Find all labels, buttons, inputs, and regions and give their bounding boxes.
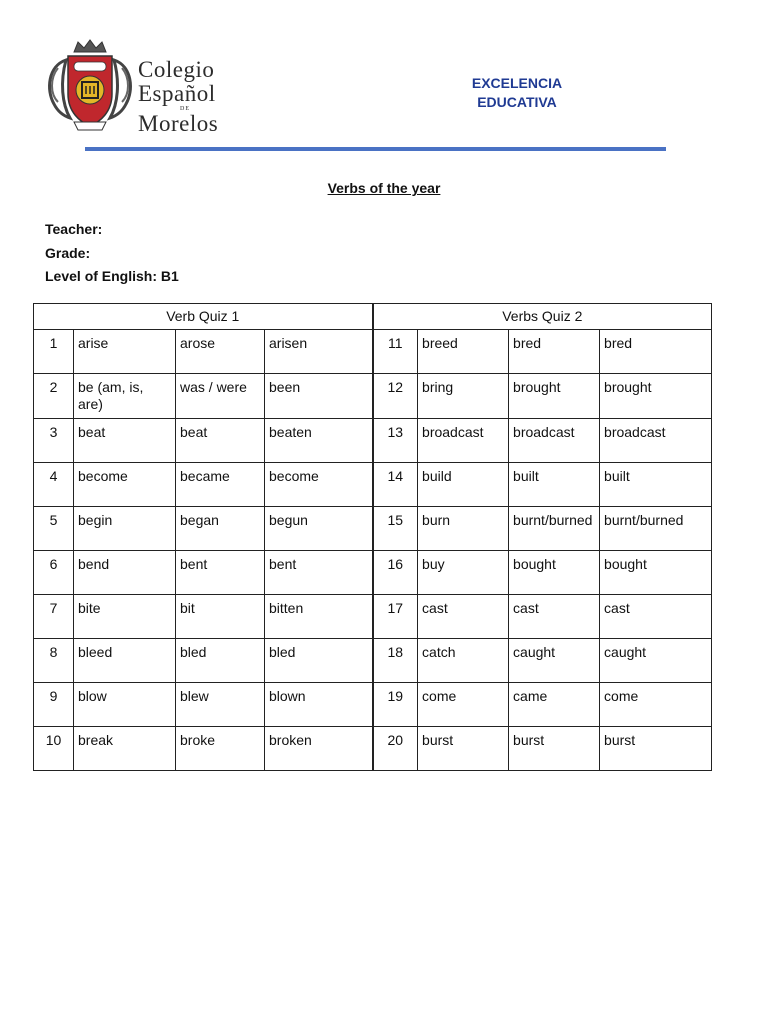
past-simple-cell: built xyxy=(509,463,600,507)
row-number-cell: 11 xyxy=(373,330,418,374)
past-participle-cell: become xyxy=(265,463,373,507)
table-row xyxy=(34,639,712,683)
base-verb-cell: burn xyxy=(418,507,509,551)
past-simple-cell: came xyxy=(509,683,600,727)
base-verb-cell: be (am, is, are) xyxy=(74,374,176,419)
row-number-cell: 13 xyxy=(373,419,418,463)
table-row xyxy=(34,507,712,551)
table-row xyxy=(34,463,712,507)
past-participle-cell: cast xyxy=(600,595,712,639)
past-participle-cell: bent xyxy=(265,551,373,595)
past-simple-cell: broke xyxy=(176,727,265,771)
base-verb-cell: buy xyxy=(418,551,509,595)
logo-word-colegio: Colegio xyxy=(138,57,215,82)
logo-word-morelos: Morelos xyxy=(138,111,219,136)
quiz-2-header: Verbs Quiz 2 xyxy=(373,304,712,330)
grade-label: Grade: xyxy=(45,244,91,261)
past-participle-cell: come xyxy=(600,683,712,727)
row-number-cell: 6 xyxy=(34,551,74,595)
row-number-cell: 5 xyxy=(34,507,74,551)
verbs-table xyxy=(33,303,712,771)
base-verb-cell: bend xyxy=(74,551,176,595)
info-block xyxy=(45,220,179,291)
table-row xyxy=(34,419,712,463)
past-participle-cell: begun xyxy=(265,507,373,551)
row-number-cell: 20 xyxy=(373,727,418,771)
row-number-cell: 2 xyxy=(34,374,74,419)
table-row xyxy=(34,330,712,374)
row-number-cell: 18 xyxy=(373,639,418,683)
past-participle-cell: bred xyxy=(600,330,712,374)
row-number-cell: 3 xyxy=(34,419,74,463)
table-row xyxy=(34,727,712,771)
logo-word-de: DE xyxy=(180,106,190,112)
past-simple-cell: bled xyxy=(176,639,265,683)
base-verb-cell: beat xyxy=(74,419,176,463)
past-simple-cell: became xyxy=(176,463,265,507)
base-verb-cell: cast xyxy=(418,595,509,639)
base-verb-cell: catch xyxy=(418,639,509,683)
past-participle-cell: broken xyxy=(265,727,373,771)
past-simple-cell: bred xyxy=(509,330,600,374)
row-number-cell: 8 xyxy=(34,639,74,683)
base-verb-cell: arise xyxy=(74,330,176,374)
slogan xyxy=(452,74,582,112)
base-verb-cell: burst xyxy=(418,727,509,771)
quiz-1-header: Verb Quiz 1 xyxy=(34,304,373,330)
row-number-cell: 19 xyxy=(373,683,418,727)
document-title: Verbs of the year xyxy=(327,180,441,196)
row-number-cell: 9 xyxy=(34,683,74,727)
base-verb-cell: build xyxy=(418,463,509,507)
header-divider xyxy=(85,147,666,151)
past-simple-cell: was / were xyxy=(176,374,265,419)
teacher-label: Teacher: xyxy=(45,221,103,237)
past-participle-cell: caught xyxy=(600,639,712,683)
past-participle-cell: arisen xyxy=(265,330,373,374)
past-participle-cell: bitten xyxy=(265,595,373,639)
past-participle-cell: bought xyxy=(600,551,712,595)
school-crest-icon xyxy=(44,38,136,134)
past-simple-cell: beat xyxy=(176,419,265,463)
slogan-line-1: EXCELENCIA xyxy=(471,75,563,91)
table-row xyxy=(34,683,712,727)
row-number-cell: 15 xyxy=(373,507,418,551)
past-simple-cell: arose xyxy=(176,330,265,374)
past-simple-cell: bought xyxy=(509,551,600,595)
past-participle-cell: bled xyxy=(265,639,373,683)
row-number-cell: 12 xyxy=(373,374,418,419)
base-verb-cell: come xyxy=(418,683,509,727)
past-simple-cell: cast xyxy=(509,595,600,639)
row-number-cell: 7 xyxy=(34,595,74,639)
past-participle-cell: built xyxy=(600,463,712,507)
past-simple-cell: brought xyxy=(509,374,600,419)
past-simple-cell: blew xyxy=(176,683,265,727)
past-simple-cell: bit xyxy=(176,595,265,639)
school-name xyxy=(138,58,218,136)
base-verb-cell: broadcast xyxy=(418,419,509,463)
past-participle-cell: brought xyxy=(600,374,712,419)
base-verb-cell: bite xyxy=(74,595,176,639)
base-verb-cell: bring xyxy=(418,374,509,419)
past-simple-cell: burst xyxy=(509,727,600,771)
past-simple-cell: burnt/burned xyxy=(509,507,600,551)
table-header-row xyxy=(34,304,712,330)
base-verb-cell: break xyxy=(74,727,176,771)
base-verb-cell: bleed xyxy=(74,639,176,683)
table-row xyxy=(34,374,712,419)
row-number-cell: 14 xyxy=(373,463,418,507)
row-number-cell: 10 xyxy=(34,727,74,771)
row-number-cell: 1 xyxy=(34,330,74,374)
past-participle-cell: broadcast xyxy=(600,419,712,463)
past-participle-cell: blown xyxy=(265,683,373,727)
logo-word-espanol: Español xyxy=(138,81,216,106)
base-verb-cell: breed xyxy=(418,330,509,374)
past-simple-cell: bent xyxy=(176,551,265,595)
level-label: Level of English: B1 xyxy=(45,268,179,284)
base-verb-cell: become xyxy=(74,463,176,507)
past-participle-cell: burst xyxy=(600,727,712,771)
table-row xyxy=(34,595,712,639)
past-participle-cell: beaten xyxy=(265,419,373,463)
row-number-cell: 17 xyxy=(373,595,418,639)
past-simple-cell: began xyxy=(176,507,265,551)
school-logo xyxy=(44,38,244,134)
slogan-line-2: EDUCATIVA xyxy=(477,94,557,110)
past-simple-cell: caught xyxy=(509,639,600,683)
past-simple-cell: broadcast xyxy=(509,419,600,463)
past-participle-cell: been xyxy=(265,374,373,419)
row-number-cell: 4 xyxy=(34,463,74,507)
past-participle-cell: burnt/burned xyxy=(600,507,712,551)
base-verb-cell: begin xyxy=(74,507,176,551)
base-verb-cell: blow xyxy=(74,683,176,727)
table-row xyxy=(34,551,712,595)
row-number-cell: 16 xyxy=(373,551,418,595)
